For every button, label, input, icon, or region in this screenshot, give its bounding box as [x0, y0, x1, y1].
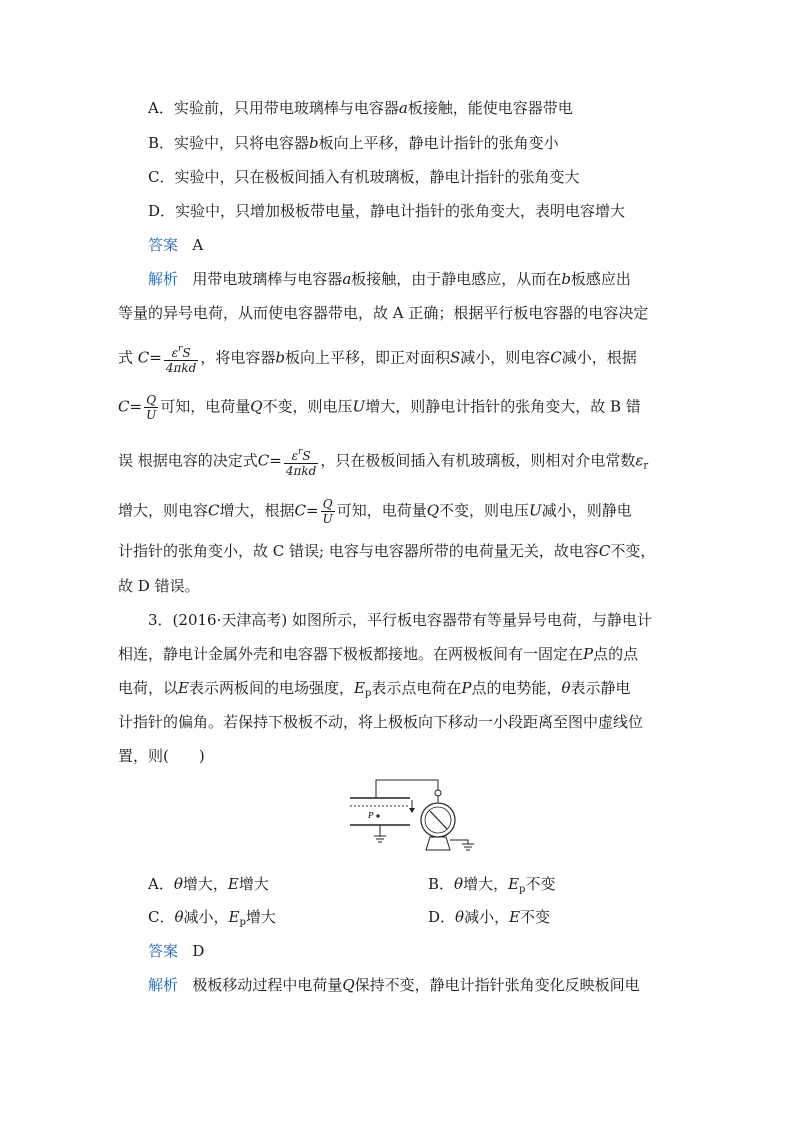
q3-stem-line-3: 电荷，以E表示两板间的电场强度，$E_p$表示点电荷在P点的电势能，θ表示静电: [118, 679, 631, 699]
q2-answer: 答案 A: [148, 236, 204, 254]
q3-stem-line-5: 置，则( ): [118, 747, 205, 765]
formula-capacitance: $\frac{\varepsilon^rS}{\text{4πkd}}$: [165, 344, 197, 375]
electrometer-base: [426, 837, 450, 850]
q2-option-b: B．实验中，只将电容器b板向上平移，静电计指针的张角变小: [148, 134, 559, 152]
q3-stem-line-2: 相连，静电计金属外壳和电容器下极板都接地。在两极板间有一固定在P点的点: [118, 645, 639, 663]
q2-analysis-line-2: 等量的异号电荷，从而使电容器带电，故 A 正确；根据平行板电容器的电容决定: [118, 304, 649, 322]
q2-analysis-line-6: 增大，则电容C增大，根据C= $\frac{Q}{U}$ 可知，电荷量Q不变，则电压U减小，则静电: [118, 497, 632, 526]
connecting-wire: [376, 780, 438, 798]
q2-analysis-line-7: 计指针的张角变小，故 C 错误; 电容与电容器所带的电荷量无关，故电容C不变，: [118, 542, 656, 560]
point-charge: [376, 814, 379, 817]
electrometer-knob: [435, 790, 441, 796]
formula-q-over-u: $\frac{Q}{U}$: [146, 393, 157, 422]
formula-q-over-u-2: $\frac{Q}{U}$: [322, 497, 333, 526]
q3-answer: 答案 D: [148, 942, 205, 960]
q2-analysis-line-8: 故 D 错误。: [118, 577, 200, 595]
electrometer-needle: [430, 811, 447, 829]
q3-option-d: D．θ减小，E不变: [428, 908, 551, 926]
q3-option-b: B．θ增大，$E_p$不变: [428, 875, 556, 895]
q3-analysis-line-1: 解析 极板移动过程中电荷量Q保持不变，静电计指针张角变化反映板间电: [148, 976, 640, 994]
capacitor-electrometer-figure: [346, 778, 486, 856]
q3-option-row-1: [148, 874, 269, 894]
point-p-label: P: [368, 811, 374, 820]
q2-analysis-line-5: 误 根据电容的决定式C= $\frac{\varepsilon^rS}{\text{4πkd}}$ ，只在极板间插入有机玻璃板，则相对介电常数$\varepsilon_r$: [118, 447, 649, 478]
formula-capacitance-2: $\frac{\varepsilon^rS}{\text{4πkd}}$: [285, 447, 317, 478]
q2-option-d: D．实验中，只增加极板带电量，静电计指针的张角变大，表明电容增大: [148, 202, 626, 220]
q3-option-c: C．θ减小，$E_p$增大: [148, 908, 276, 928]
case-ground-wire: [450, 840, 468, 844]
q2-option-c: C．实验中，只在极板间插入有机玻璃板，静电计指针的张角变大: [148, 168, 580, 186]
arrow-head: [409, 808, 415, 813]
q2-analysis-line-3: 式 C= $\frac{\varepsilon^rS}{\text{4πkd}}$ ，将电容器b板向上平移，即正对面积S减小，则电容C减小，根据: [118, 344, 637, 375]
q2-analysis-line-1: 解析 用带电玻璃棒与电容器a板接触，由于静电感应，从而在b板感应出: [148, 270, 631, 288]
q3-stem-line-1: 3．(2016·天津高考) 如图所示，平行板电容器带有等量异号电荷，与静电计: [148, 611, 652, 629]
q2-option-a: A．实验前，只用带电玻璃棒与电容器a板接触，能使电容器带电: [148, 99, 573, 117]
q3-option-a: A．θ增大，E增大: [148, 875, 269, 893]
q2-analysis-line-4: C= $\frac{Q}{U}$ 可知，电荷量Q不变，则电压U增大，则静电计指针的张角变大，故 B 错: [118, 393, 641, 422]
q3-stem-line-4: 计指针的偏角。若保持下极板不动，将上极板向下移动一小段距离至图中虚线位: [118, 713, 644, 731]
